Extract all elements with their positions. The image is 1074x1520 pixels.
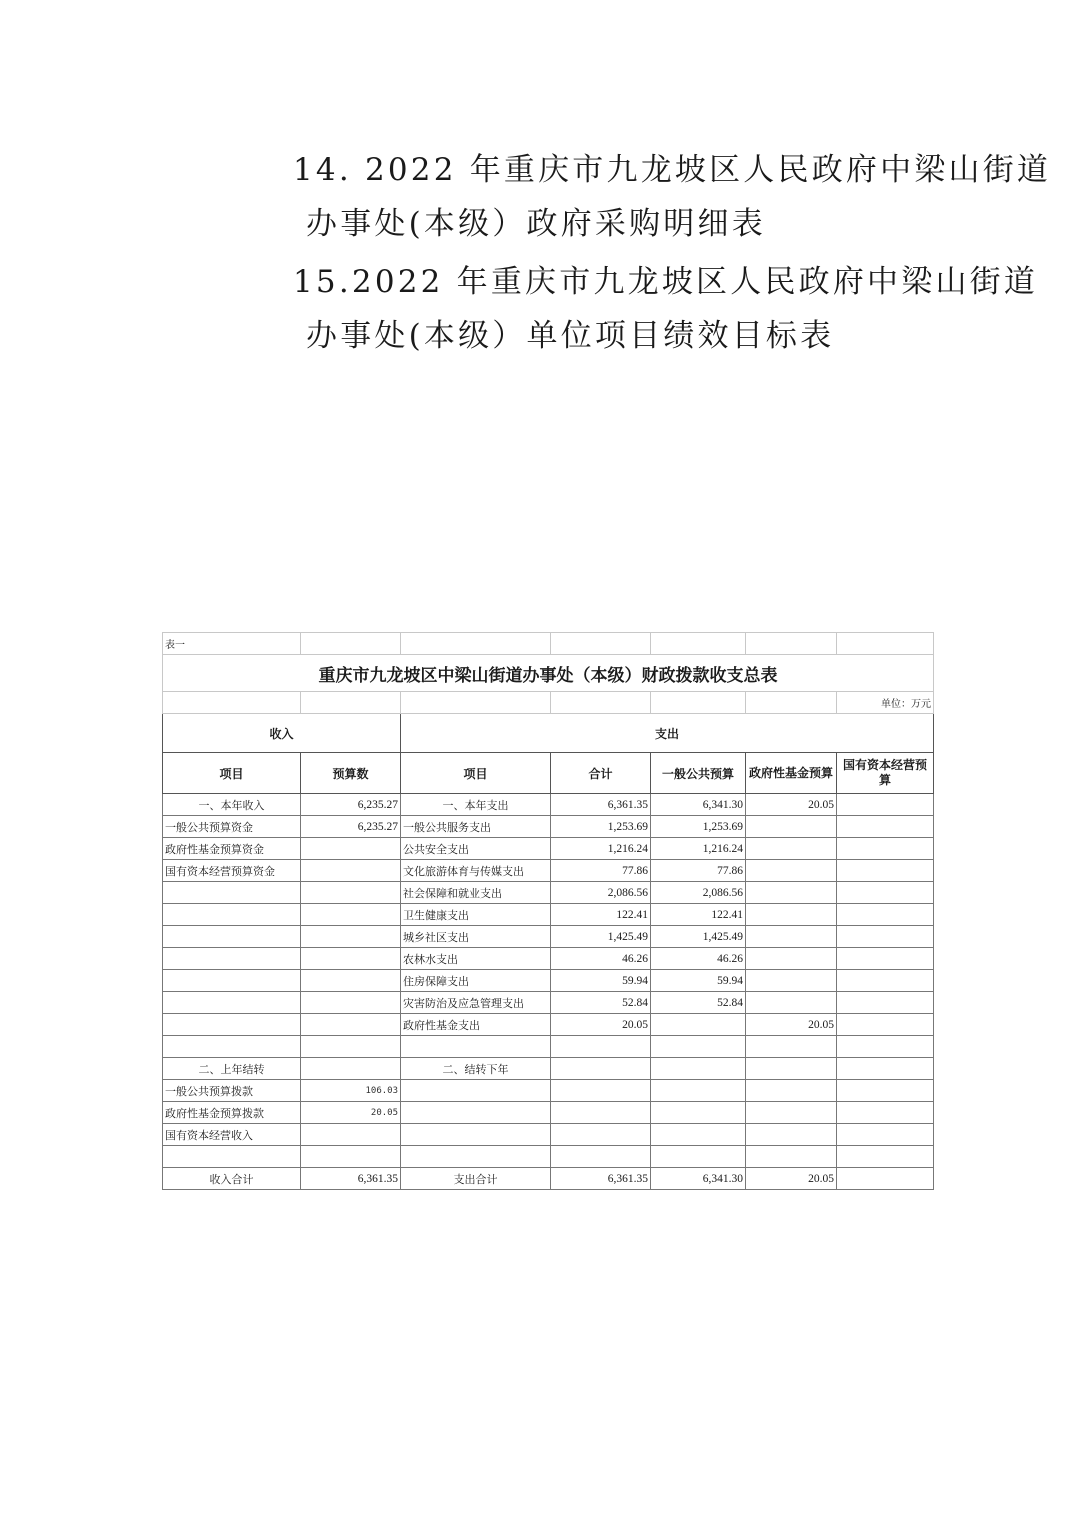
table-cell: 一、本年收入 (163, 794, 301, 816)
table-cell (746, 816, 837, 838)
table-cell (301, 838, 401, 860)
table-cell: 卫生健康支出 (401, 904, 551, 926)
table-cell (837, 1168, 934, 1190)
table-cell: 一般公共预算资金 (163, 816, 301, 838)
heading-item-14-line1: 14. 2022 年重庆市九龙坡区人民政府中梁山街道 (293, 152, 1052, 188)
table-cell (746, 1102, 837, 1124)
carry-row (163, 1102, 934, 1124)
table-cell: 一、本年支出 (401, 794, 551, 816)
table-cell: 社会保障和就业支出 (401, 882, 551, 904)
table-cell: 政府性基金预算拨款 (163, 1102, 301, 1124)
table-cell (301, 904, 401, 926)
table-cell: 106.03 (301, 1080, 401, 1102)
table-cell (837, 948, 934, 970)
column-header: 项目 (163, 753, 301, 794)
heading-item-14-line2: 办事处(本级）政府采购明细表 (306, 206, 766, 242)
table-cell: 1,216.24 (651, 838, 746, 860)
table-cell (551, 1124, 651, 1146)
table-row (163, 948, 934, 970)
column-header: 项目 (401, 753, 551, 794)
table-cell (551, 1058, 651, 1080)
table-cell (837, 860, 934, 882)
table-cell (163, 948, 301, 970)
table-cell: 20.05 (301, 1102, 401, 1124)
table-cell: 收入合计 (163, 1168, 301, 1190)
table-cell: 1,253.69 (551, 816, 651, 838)
table-title: 重庆市九龙坡区中梁山街道办事处（本级）财政拨款收支总表 (163, 655, 934, 692)
table-cell: 二、上年结转 (163, 1058, 301, 1080)
table-cell: 国有资本经营收入 (163, 1124, 301, 1146)
table-row (163, 860, 934, 882)
table-row (163, 992, 934, 1014)
table-cell (301, 970, 401, 992)
table-row (163, 838, 934, 860)
table-cell (551, 1102, 651, 1124)
table-cell (163, 970, 301, 992)
table-cell (746, 1124, 837, 1146)
table-row (163, 1014, 934, 1036)
table-cell (301, 1058, 401, 1080)
table-cell: 52.84 (551, 992, 651, 1014)
table-cell (163, 926, 301, 948)
table-cell (837, 1124, 934, 1146)
table-cell (837, 970, 934, 992)
table-cell: 国有资本经营预算资金 (163, 860, 301, 882)
table-cell (746, 1080, 837, 1102)
table-cell (163, 882, 301, 904)
table-tag: 表一 (163, 633, 301, 655)
table-cell: 20.05 (551, 1014, 651, 1036)
table-cell: 77.86 (551, 860, 651, 882)
table-cell: 二、结转下年 (401, 1058, 551, 1080)
table-cell (163, 992, 301, 1014)
table-cell (837, 838, 934, 860)
table-cell (837, 1080, 934, 1102)
table-cell (301, 1124, 401, 1146)
table-cell (746, 904, 837, 926)
column-header: 政府性基金预算 (746, 753, 837, 794)
table-cell (301, 948, 401, 970)
table-row (163, 882, 934, 904)
table-cell: 6,341.30 (651, 794, 746, 816)
table-cell (401, 1080, 551, 1102)
table-cell: 6,235.27 (301, 816, 401, 838)
table-cell: 6,235.27 (301, 794, 401, 816)
table-cell (651, 1058, 746, 1080)
table-cell (301, 882, 401, 904)
table-cell: 6,341.30 (651, 1168, 746, 1190)
heading-item-15-line2: 办事处(本级）单位项目绩效目标表 (306, 318, 835, 354)
table-cell (301, 1014, 401, 1036)
table-cell (837, 1014, 934, 1036)
table-cell: 1,253.69 (651, 816, 746, 838)
table-cell: 2,086.56 (551, 882, 651, 904)
table-cell: 1,425.49 (651, 926, 746, 948)
heading-item-15-line1: 15.2022 年重庆市九龙坡区人民政府中梁山街道 (293, 264, 1039, 300)
table-cell: 6,361.35 (301, 1168, 401, 1190)
table-cell (401, 1102, 551, 1124)
expense-header: 支出 (401, 714, 934, 753)
table-cell (746, 970, 837, 992)
table-cell (746, 838, 837, 860)
table-cell (746, 860, 837, 882)
table-cell: 政府性基金支出 (401, 1014, 551, 1036)
table-cell (746, 882, 837, 904)
table-cell (837, 904, 934, 926)
table-cell (837, 882, 934, 904)
table-cell: 城乡社区支出 (401, 926, 551, 948)
table-cell: 20.05 (746, 794, 837, 816)
column-header: 合计 (551, 753, 651, 794)
table-row (163, 970, 934, 992)
table-cell: 公共安全支出 (401, 838, 551, 860)
table-cell: 住房保障支出 (401, 970, 551, 992)
table-row (163, 794, 934, 816)
column-header: 一般公共预算 (651, 753, 746, 794)
table-cell (651, 1080, 746, 1102)
column-header: 国有资本经营预算 (837, 753, 934, 794)
table-cell (746, 948, 837, 970)
table-cell (301, 992, 401, 1014)
table-cell: 122.41 (651, 904, 746, 926)
table-row (163, 926, 934, 948)
table-cell (746, 1058, 837, 1080)
table-cell (163, 1014, 301, 1036)
table-cell: 政府性基金预算资金 (163, 838, 301, 860)
table-cell (837, 1102, 934, 1124)
table-cell: 46.26 (651, 948, 746, 970)
table-cell: 59.94 (551, 970, 651, 992)
table-cell: 6,361.35 (551, 1168, 651, 1190)
table-cell: 52.84 (651, 992, 746, 1014)
table-cell: 一般公共预算拨款 (163, 1080, 301, 1102)
table-cell (837, 926, 934, 948)
table-cell: 6,361.35 (551, 794, 651, 816)
budget-summary-table (162, 632, 934, 1190)
unit-label: 单位：万元 (837, 692, 934, 714)
table-cell (651, 1124, 746, 1146)
table-cell: 1,216.24 (551, 838, 651, 860)
table-cell: 2,086.56 (651, 882, 746, 904)
carry-row (163, 1058, 934, 1080)
table-row (163, 904, 934, 926)
table-cell: 46.26 (551, 948, 651, 970)
table-cell (551, 1080, 651, 1102)
table-cell: 文化旅游体育与传媒支出 (401, 860, 551, 882)
table-cell (837, 1058, 934, 1080)
table-cell: 20.05 (746, 1168, 837, 1190)
table-cell (401, 1124, 551, 1146)
table-cell: 77.86 (651, 860, 746, 882)
table-cell (746, 992, 837, 1014)
table-cell: 20.05 (746, 1014, 837, 1036)
table-cell (837, 992, 934, 1014)
table-cell (651, 1014, 746, 1036)
table-cell: 122.41 (551, 904, 651, 926)
table-cell: 农林水支出 (401, 948, 551, 970)
table-cell: 59.94 (651, 970, 746, 992)
table-cell (837, 794, 934, 816)
table-cell (651, 1102, 746, 1124)
column-header: 预算数 (301, 753, 401, 794)
table-cell (301, 926, 401, 948)
table-cell (746, 926, 837, 948)
table-cell (837, 816, 934, 838)
table-row (163, 816, 934, 838)
table-cell (301, 860, 401, 882)
income-header: 收入 (163, 714, 401, 753)
table-cell: 灾害防治及应急管理支出 (401, 992, 551, 1014)
table-cell: 支出合计 (401, 1168, 551, 1190)
carry-row (163, 1124, 934, 1146)
table-cell (163, 904, 301, 926)
table-cell: 一般公共服务支出 (401, 816, 551, 838)
total-row (163, 1168, 934, 1190)
carry-row (163, 1080, 934, 1102)
table-cell: 1,425.49 (551, 926, 651, 948)
